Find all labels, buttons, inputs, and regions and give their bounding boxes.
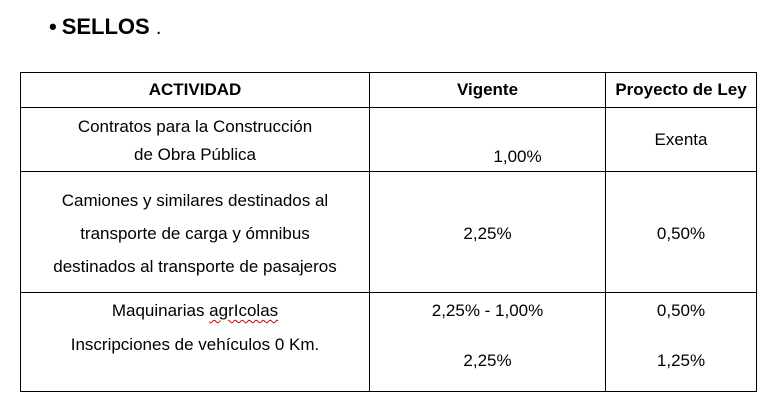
- current-rate-cell: [370, 293, 606, 391]
- stamp-tax-table: [20, 72, 757, 392]
- activity-line: Contratos para la Construcción: [77, 117, 313, 136]
- bullet-icon: •: [49, 14, 57, 39]
- activity-line: de Obra Pública: [134, 145, 256, 164]
- bill-rate: Exenta: [654, 130, 708, 149]
- current-rate-cell: [370, 108, 606, 171]
- table-row: [21, 172, 756, 293]
- current-rate: 2,25%: [463, 351, 512, 370]
- table-row: [21, 108, 756, 172]
- bill-rate-cell: [606, 172, 756, 292]
- activity-line: Inscripciones de vehículos 0 Km.: [70, 335, 320, 354]
- header-cell-current: [370, 73, 606, 107]
- header-cell-activity: [21, 73, 370, 107]
- activity-cell: [21, 172, 370, 292]
- bill-rate-cell: [606, 293, 756, 391]
- activity-line: destinados al transporte de pasajeros: [53, 257, 337, 276]
- activity-cell: [21, 108, 370, 171]
- spellcheck-flagged-word[interactable]: agrIcolas: [209, 301, 279, 320]
- bill-rate: 0,50%: [656, 224, 706, 243]
- activity-prefix: Maquinarias: [111, 301, 210, 320]
- section-heading: [49, 12, 161, 43]
- bill-rate: 1,25%: [656, 351, 706, 370]
- bill-rate-cell: [606, 108, 756, 171]
- activity-line: Camiones y similares destinados al: [61, 191, 329, 210]
- activity-cell: [21, 293, 370, 391]
- current-rate-cell: [370, 172, 606, 292]
- header-cell-bill: [606, 73, 756, 107]
- title-suffix: .: [155, 17, 162, 39]
- current-rate: 1,00%: [493, 147, 542, 166]
- header-activity-label: ACTIVIDAD: [148, 80, 242, 99]
- header-current-label: Vigente: [456, 80, 519, 99]
- table-row: [21, 293, 756, 391]
- table-header-row: [21, 73, 756, 108]
- current-rate: 2,25% - 1,00%: [431, 301, 544, 320]
- section-title: SELLOS: [61, 14, 150, 39]
- header-bill-label: Proyecto de Ley: [615, 80, 747, 99]
- activity-line: transporte de carga y ómnibus: [80, 224, 310, 243]
- current-rate: 2,25%: [463, 224, 512, 243]
- bill-rate: 0,50%: [656, 301, 706, 320]
- activity-line: [21, 298, 369, 324]
